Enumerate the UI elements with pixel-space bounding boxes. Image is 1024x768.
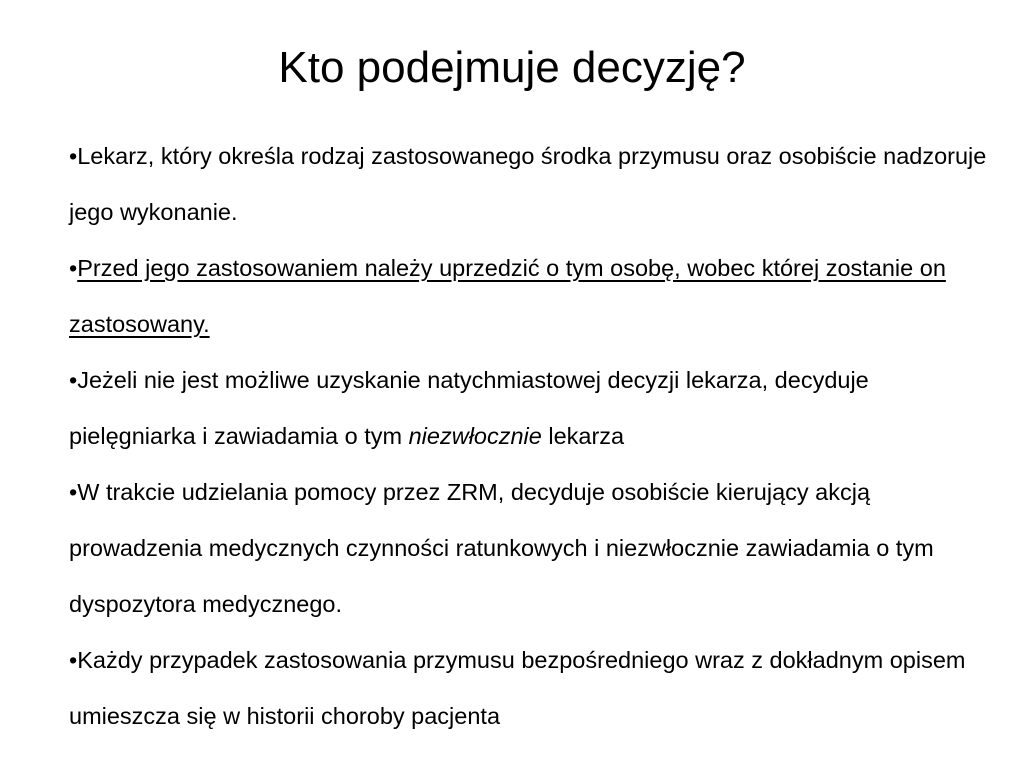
bullet-text: Lekarz, który określa rodzaj zastosowanego środka przymusu oraz osobiście nadzoruje jego wykonanie.	[69, 143, 987, 225]
bullet-text-italic: niezwłocznie	[408, 423, 542, 449]
bullet-list	[69, 128, 989, 744]
bullet-item-warning	[69, 240, 989, 352]
bullet-item-doctor	[69, 128, 989, 240]
bullet-item-nurse	[69, 352, 989, 464]
bullet-item-record	[69, 632, 989, 744]
bullet-text: Każdy przypadek zastosowania przymusu bezpośredniego wraz z dokładnym opisem umieszcza się w historii choroby pacjenta	[69, 647, 966, 729]
bullet-marker: •	[69, 647, 78, 673]
bullet-text: Jeżeli nie jest możliwe uzyskanie natychmiastowej decyzji lekarza, decyduje pielęgniarka i zawiadamia o tym	[69, 367, 869, 449]
bullet-marker: •	[69, 479, 78, 505]
bullet-text: W trakcie udzielania pomocy przez ZRM, decyduje osobiście kierujący akcją prowadzenia medycznych czynności ratunkowych i niezwłocznie zawiadamia o tym dyspozytora medycznego.	[69, 479, 934, 617]
bullet-marker: •	[69, 367, 78, 393]
bullet-item-zrm	[69, 464, 989, 632]
bullet-text: lekarza	[541, 423, 625, 449]
slide-title: Kto podejmuje decyzję?	[278, 43, 746, 92]
bullet-marker: •	[69, 255, 78, 281]
bullet-text-underlined: Przed jego zastosowaniem należy uprzedzić o tym osobę, wobec której zostanie on zastosowany.	[69, 255, 946, 337]
bullet-marker: •	[69, 143, 78, 169]
